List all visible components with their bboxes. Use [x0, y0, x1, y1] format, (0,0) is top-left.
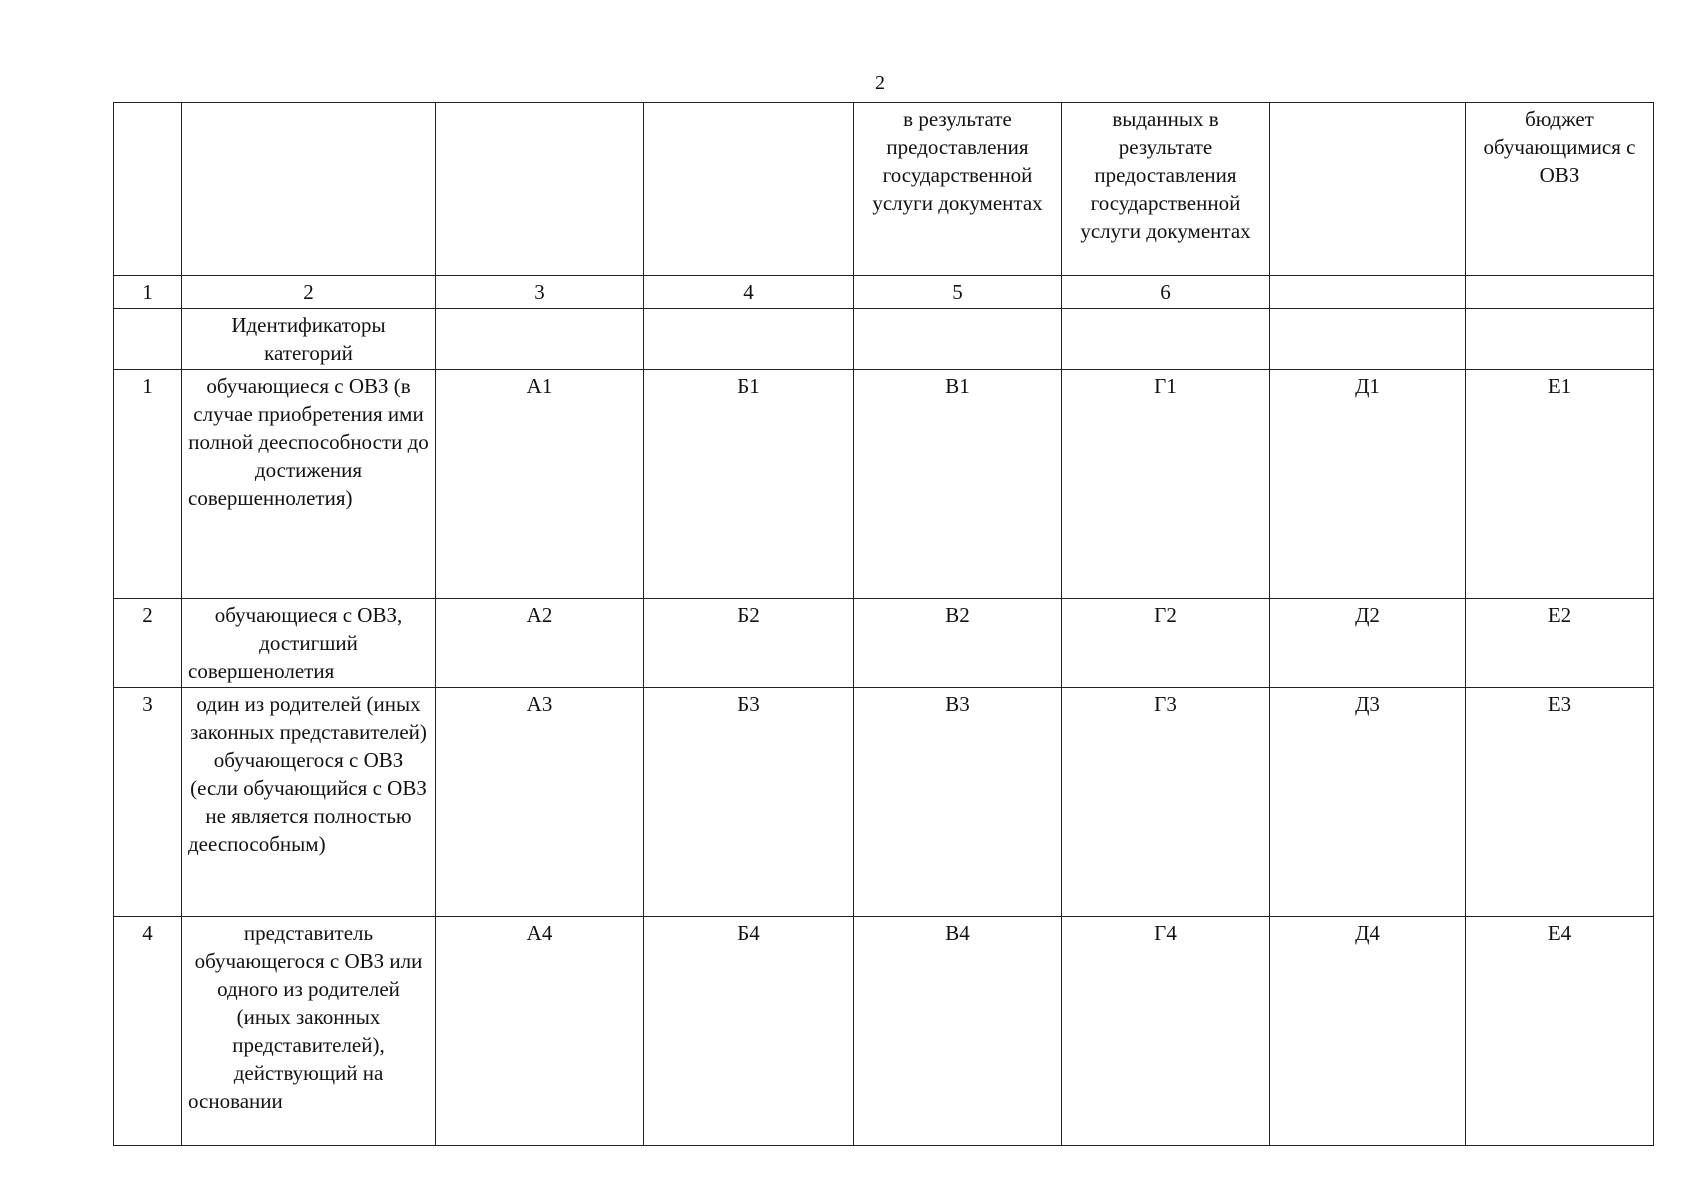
empty-cell: [1270, 309, 1466, 370]
category-code: В3: [854, 688, 1062, 917]
page-number: 2: [875, 72, 885, 94]
category-code: А2: [436, 599, 644, 688]
category-code: Б3: [644, 688, 854, 917]
column-number-row: [114, 276, 1654, 309]
category-code: А1: [436, 370, 644, 599]
document-table: [113, 102, 1654, 1146]
category-code: В1: [854, 370, 1062, 599]
header-cell-2: [182, 103, 436, 276]
category-code: Д3: [1270, 688, 1466, 917]
empty-cell: [114, 309, 182, 370]
column-number: [1466, 276, 1654, 309]
category-code: Г1: [1062, 370, 1270, 599]
column-number: 4: [644, 276, 854, 309]
identifiers-row: [114, 309, 1654, 370]
category-code: В4: [854, 917, 1062, 1146]
column-number: [1270, 276, 1466, 309]
category-description: обучающиеся с ОВЗ (в случае приобретения ими полной дееспособности до достижения совершеннолетия): [182, 370, 436, 599]
category-code: А4: [436, 917, 644, 1146]
column-number: 3: [436, 276, 644, 309]
header-cell-7: [1270, 103, 1466, 276]
empty-cell: [436, 309, 644, 370]
empty-cell: [1466, 309, 1654, 370]
category-code: Б4: [644, 917, 854, 1146]
category-code: Д1: [1270, 370, 1466, 599]
category-code: Г2: [1062, 599, 1270, 688]
header-cell-5: в результате предоставления государственной услуги документах: [854, 103, 1062, 276]
table-header-row: [114, 103, 1654, 276]
table-row: [114, 688, 1654, 917]
category-description: представитель обучающегося с ОВЗ или одного из родителей (иных законных представителей), действующий на основании: [182, 917, 436, 1146]
empty-cell: [854, 309, 1062, 370]
header-cell-1: [114, 103, 182, 276]
category-code: В2: [854, 599, 1062, 688]
column-number: 2: [182, 276, 436, 309]
header-cell-3: [436, 103, 644, 276]
category-code: Г3: [1062, 688, 1270, 917]
category-code: Е4: [1466, 917, 1654, 1146]
row-number: 1: [114, 370, 182, 599]
category-code: Д4: [1270, 917, 1466, 1146]
category-code: А3: [436, 688, 644, 917]
column-number: 1: [114, 276, 182, 309]
column-number: 6: [1062, 276, 1270, 309]
category-code: Г4: [1062, 917, 1270, 1146]
table-row: [114, 917, 1654, 1146]
column-number: 5: [854, 276, 1062, 309]
category-code: Е1: [1466, 370, 1654, 599]
identifiers-label: Идентификаторы категорий: [182, 309, 436, 370]
header-cell-8: бюджет обучающимися с ОВЗ: [1466, 103, 1654, 276]
category-code: Е3: [1466, 688, 1654, 917]
header-cell-6: выданных в результате предоставления государственной услуги документах: [1062, 103, 1270, 276]
row-number: 3: [114, 688, 182, 917]
row-number: 2: [114, 599, 182, 688]
category-code: Е2: [1466, 599, 1654, 688]
table-row: [114, 599, 1654, 688]
category-code: Д2: [1270, 599, 1466, 688]
category-code: Б2: [644, 599, 854, 688]
category-code: Б1: [644, 370, 854, 599]
category-description: один из родителей (иных законных представителей) обучающегося с ОВЗ (если обучающийся с ОВЗ не является полностью дееспособным): [182, 688, 436, 917]
empty-cell: [1062, 309, 1270, 370]
row-number: 4: [114, 917, 182, 1146]
empty-cell: [644, 309, 854, 370]
category-description: обучающиеся с ОВЗ, достигший совершенолетия: [182, 599, 436, 688]
header-cell-4: [644, 103, 854, 276]
table-row: [114, 370, 1654, 599]
